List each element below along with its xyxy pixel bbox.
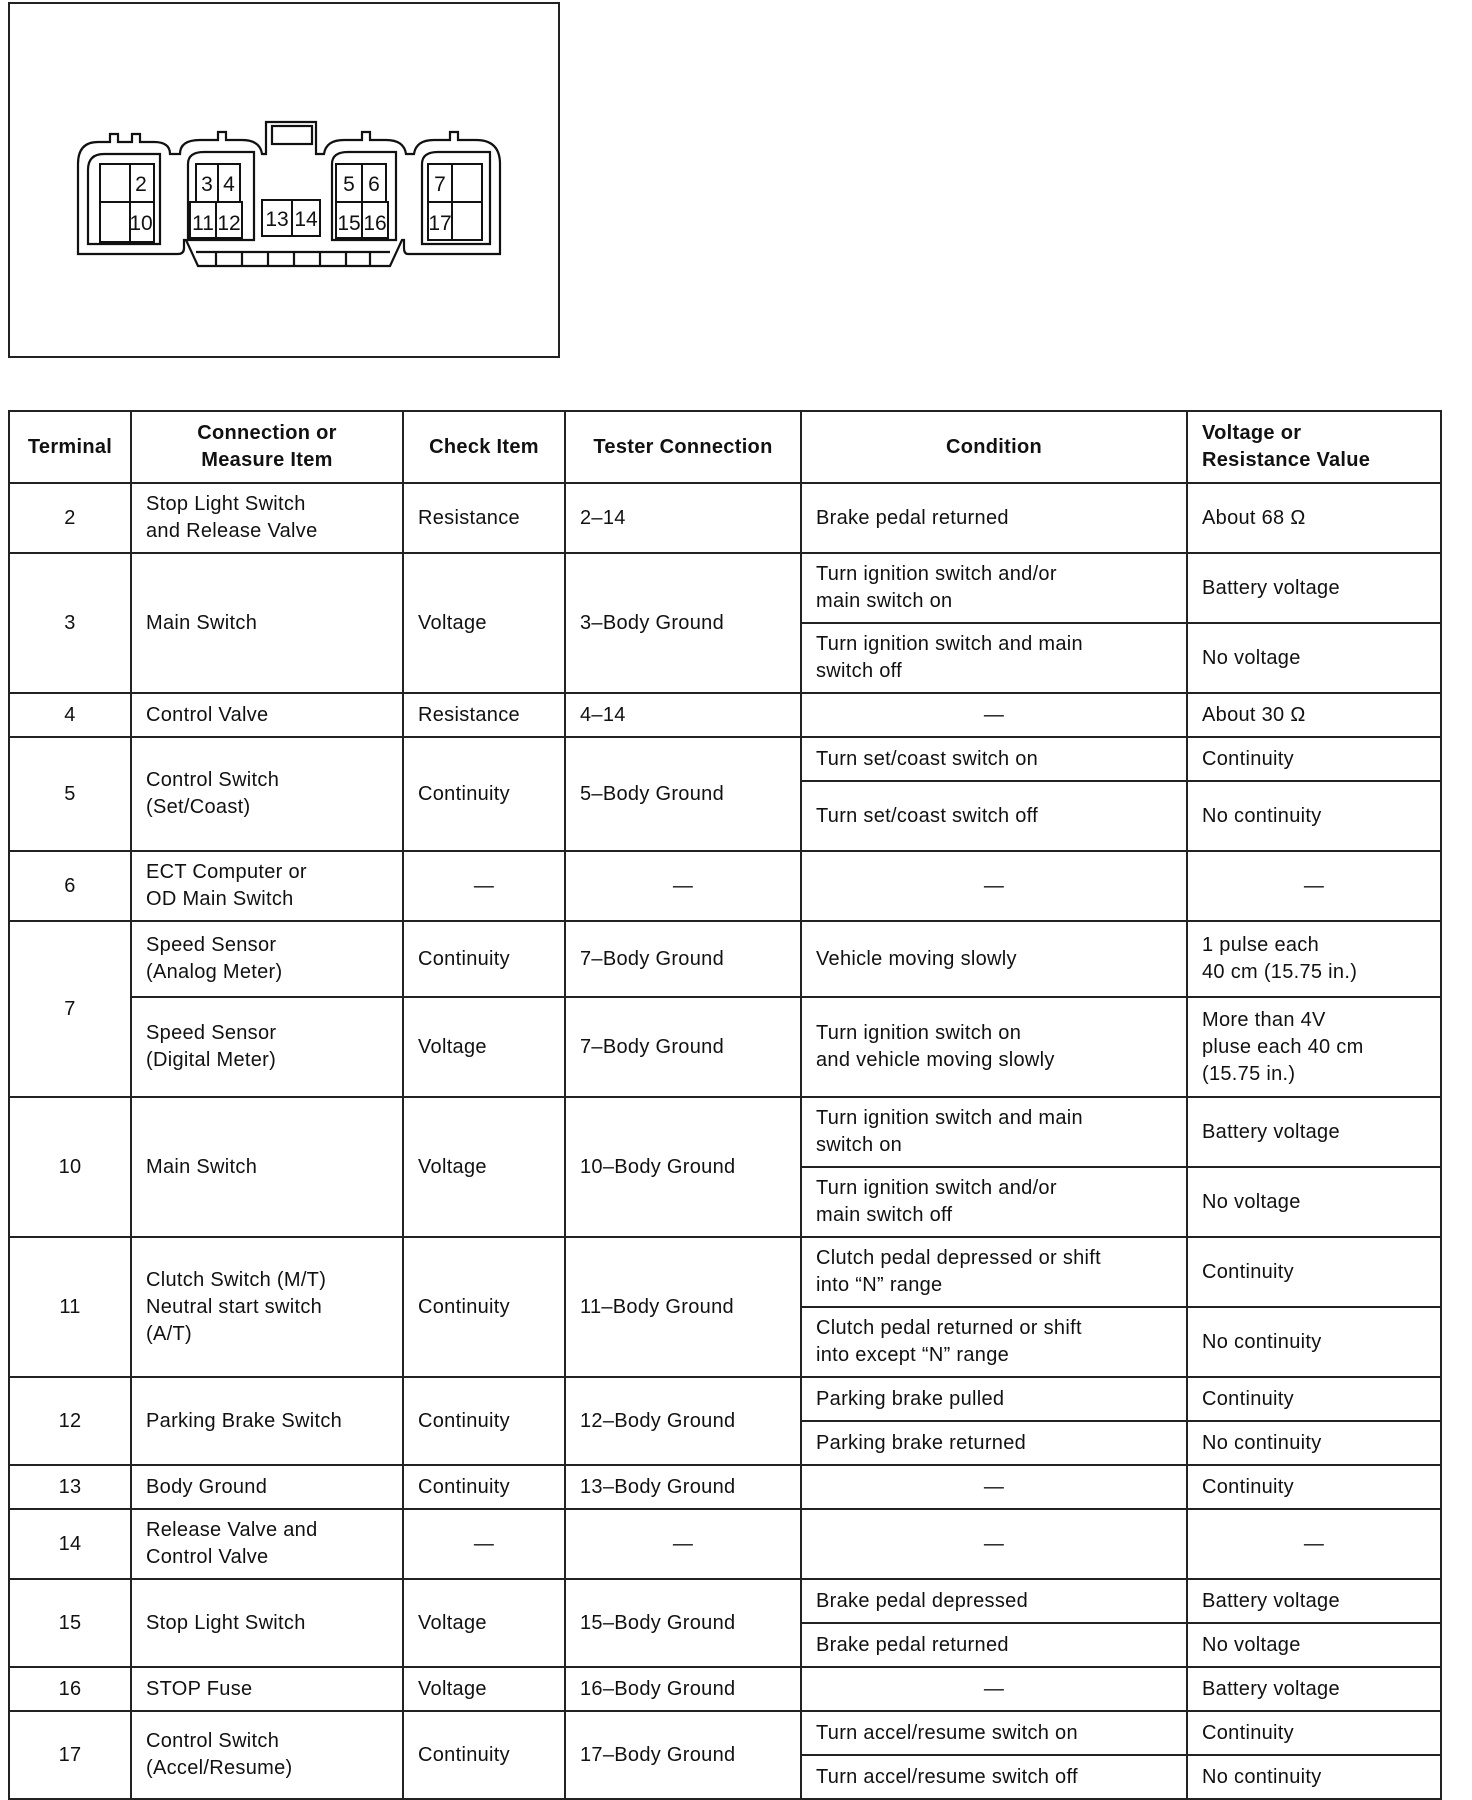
connection-cell: Control Switch (Accel/Resume): [131, 1711, 403, 1799]
value-cell: No continuity: [1187, 1755, 1441, 1799]
check-item-cell: Resistance: [403, 483, 565, 553]
connection-cell: Control Valve: [131, 693, 403, 737]
tester-connection-cell: 5–Body Ground: [565, 737, 801, 851]
tester-connection-cell: 7–Body Ground: [565, 921, 801, 997]
condition-cell: Turn ignition switch and/or main switch off: [801, 1167, 1187, 1237]
terminal-cell: 15: [9, 1579, 131, 1667]
value-cell: 1 pulse each 40 cm (15.75 in.): [1187, 921, 1441, 997]
terminal-cell: 17: [9, 1711, 131, 1799]
tester-connection-cell: —: [565, 851, 801, 921]
tester-connection-cell: 2–14: [565, 483, 801, 553]
tester-connection-cell: 10–Body Ground: [565, 1097, 801, 1237]
condition-cell: —: [801, 693, 1187, 737]
terminal-cell: 5: [9, 737, 131, 851]
terminal-cell: 14: [9, 1509, 131, 1579]
condition-cell: Turn set/coast switch on: [801, 737, 1187, 781]
check-item-cell: —: [403, 1509, 565, 1579]
check-item-cell: Resistance: [403, 693, 565, 737]
pin-label: 12: [217, 212, 241, 235]
connection-cell: Main Switch: [131, 553, 403, 693]
check-item-cell: Voltage: [403, 997, 565, 1097]
connection-cell: Speed Sensor (Analog Meter): [131, 921, 403, 997]
condition-cell: Turn ignition switch and/or main switch on: [801, 553, 1187, 623]
terminal-cell: 16: [9, 1667, 131, 1711]
table-row: [9, 997, 1441, 1097]
connection-cell: Parking Brake Switch: [131, 1377, 403, 1465]
value-cell: —: [1187, 851, 1441, 921]
terminal-cell: 12: [9, 1377, 131, 1465]
table-body: [9, 483, 1441, 1799]
connection-cell: Stop Light Switch and Release Valve: [131, 483, 403, 553]
value-cell: —: [1187, 1509, 1441, 1579]
condition-cell: Brake pedal depressed: [801, 1579, 1187, 1623]
condition-cell: Clutch pedal returned or shift into except “N” range: [801, 1307, 1187, 1377]
value-cell: No voltage: [1187, 1623, 1441, 1667]
value-cell: Continuity: [1187, 1377, 1441, 1421]
header-condition: Condition: [801, 411, 1187, 483]
connection-cell: Stop Light Switch: [131, 1579, 403, 1667]
condition-cell: Brake pedal returned: [801, 1623, 1187, 1667]
tester-connection-cell: 7–Body Ground: [565, 997, 801, 1097]
condition-cell: Vehicle moving slowly: [801, 921, 1187, 997]
table-row: [9, 1465, 1441, 1509]
pin-label: 16: [363, 212, 387, 235]
connection-cell: Main Switch: [131, 1097, 403, 1237]
tester-connection-cell: 11–Body Ground: [565, 1237, 801, 1377]
pin-label: 17: [428, 212, 452, 235]
header-check-item: Check Item: [403, 411, 565, 483]
condition-cell: Clutch pedal depressed or shift into “N” range: [801, 1237, 1187, 1307]
check-item-cell: Continuity: [403, 1237, 565, 1377]
header-terminal: Terminal: [9, 411, 131, 483]
check-item-cell: Continuity: [403, 737, 565, 851]
check-item-cell: Voltage: [403, 1667, 565, 1711]
terminal-cell: 6: [9, 851, 131, 921]
pin-label: 7: [434, 173, 446, 196]
value-cell: No voltage: [1187, 1167, 1441, 1237]
table-row: [9, 1711, 1441, 1755]
check-item-cell: Voltage: [403, 553, 565, 693]
check-item-cell: Voltage: [403, 1097, 565, 1237]
condition-cell: Turn set/coast switch off: [801, 781, 1187, 851]
value-cell: About 30 Ω: [1187, 693, 1441, 737]
header-connection: Connection or Measure Item: [131, 411, 403, 483]
table-row: [9, 483, 1441, 553]
tester-connection-cell: 4–14: [565, 693, 801, 737]
terminal-cell: 3: [9, 553, 131, 693]
tester-connection-cell: 13–Body Ground: [565, 1465, 801, 1509]
condition-cell: Turn accel/resume switch on: [801, 1711, 1187, 1755]
condition-cell: Parking brake returned: [801, 1421, 1187, 1465]
table-row: [9, 1667, 1441, 1711]
condition-cell: Turn accel/resume switch off: [801, 1755, 1187, 1799]
connection-cell: Speed Sensor (Digital Meter): [131, 997, 403, 1097]
value-cell: Battery voltage: [1187, 1667, 1441, 1711]
tester-connection-cell: 3–Body Ground: [565, 553, 801, 693]
terminal-cell: 7: [9, 921, 131, 1097]
terminal-cell: 13: [9, 1465, 131, 1509]
terminal-cell: 10: [9, 1097, 131, 1237]
connector-drawing: [10, 4, 558, 356]
pin-label: 14: [294, 208, 318, 231]
table-row: [9, 693, 1441, 737]
header-value: Voltage or Resistance Value: [1187, 411, 1441, 483]
pin-label: 5: [343, 173, 355, 196]
tester-connection-cell: —: [565, 1509, 801, 1579]
terminal-cell: 2: [9, 483, 131, 553]
table-row: [9, 1097, 1441, 1167]
value-cell: Battery voltage: [1187, 1097, 1441, 1167]
table-row: [9, 851, 1441, 921]
condition-cell: —: [801, 1667, 1187, 1711]
table-row: [9, 1509, 1441, 1579]
condition-cell: —: [801, 1465, 1187, 1509]
table-row: [9, 1377, 1441, 1421]
value-cell: Battery voltage: [1187, 553, 1441, 623]
pin-label: 6: [368, 173, 380, 196]
connector-diagram: [8, 2, 560, 358]
check-item-cell: Continuity: [403, 1377, 565, 1465]
connection-cell: Body Ground: [131, 1465, 403, 1509]
condition-cell: Turn ignition switch and main switch off: [801, 623, 1187, 693]
table-row: [9, 1579, 1441, 1623]
value-cell: Continuity: [1187, 1237, 1441, 1307]
terminal-spec-table: [8, 410, 1442, 1800]
table-row: [9, 1237, 1441, 1307]
value-cell: Continuity: [1187, 1711, 1441, 1755]
value-cell: Continuity: [1187, 737, 1441, 781]
terminal-cell: 4: [9, 693, 131, 737]
value-cell: About 68 Ω: [1187, 483, 1441, 553]
value-cell: No continuity: [1187, 1307, 1441, 1377]
check-item-cell: Voltage: [403, 1579, 565, 1667]
condition-cell: —: [801, 851, 1187, 921]
condition-cell: —: [801, 1509, 1187, 1579]
condition-cell: Brake pedal returned: [801, 483, 1187, 553]
connection-cell: Clutch Switch (M/T) Neutral start switch (A/T): [131, 1237, 403, 1377]
table-header-row: [9, 411, 1441, 483]
table-row: [9, 921, 1441, 997]
condition-cell: Turn ignition switch and main switch on: [801, 1097, 1187, 1167]
connection-cell: Release Valve and Control Valve: [131, 1509, 403, 1579]
condition-cell: Turn ignition switch on and vehicle moving slowly: [801, 997, 1187, 1097]
pin-label: 10: [129, 212, 153, 235]
pin-label: 13: [265, 208, 289, 231]
pin-label: 11: [192, 212, 214, 235]
check-item-cell: —: [403, 851, 565, 921]
check-item-cell: Continuity: [403, 921, 565, 997]
connection-cell: ECT Computer or OD Main Switch: [131, 851, 403, 921]
value-cell: No continuity: [1187, 781, 1441, 851]
pin-label: 3: [201, 173, 213, 196]
check-item-cell: Continuity: [403, 1711, 565, 1799]
value-cell: No continuity: [1187, 1421, 1441, 1465]
pin-label: 2: [135, 173, 147, 196]
connection-cell: Control Switch (Set/Coast): [131, 737, 403, 851]
connection-cell: STOP Fuse: [131, 1667, 403, 1711]
tester-connection-cell: 12–Body Ground: [565, 1377, 801, 1465]
tester-connection-cell: 15–Body Ground: [565, 1579, 801, 1667]
value-cell: Continuity: [1187, 1465, 1441, 1509]
table-row: [9, 553, 1441, 623]
value-cell: No voltage: [1187, 623, 1441, 693]
value-cell: More than 4V pluse each 40 cm (15.75 in.): [1187, 997, 1441, 1097]
check-item-cell: Continuity: [403, 1465, 565, 1509]
condition-cell: Parking brake pulled: [801, 1377, 1187, 1421]
table-row: [9, 737, 1441, 781]
terminal-cell: 11: [9, 1237, 131, 1377]
value-cell: Battery voltage: [1187, 1579, 1441, 1623]
pin-label: 15: [337, 212, 361, 235]
pin-label: 4: [223, 173, 235, 196]
tester-connection-cell: 16–Body Ground: [565, 1667, 801, 1711]
tester-connection-cell: 17–Body Ground: [565, 1711, 801, 1799]
header-tester-connection: Tester Connection: [565, 411, 801, 483]
